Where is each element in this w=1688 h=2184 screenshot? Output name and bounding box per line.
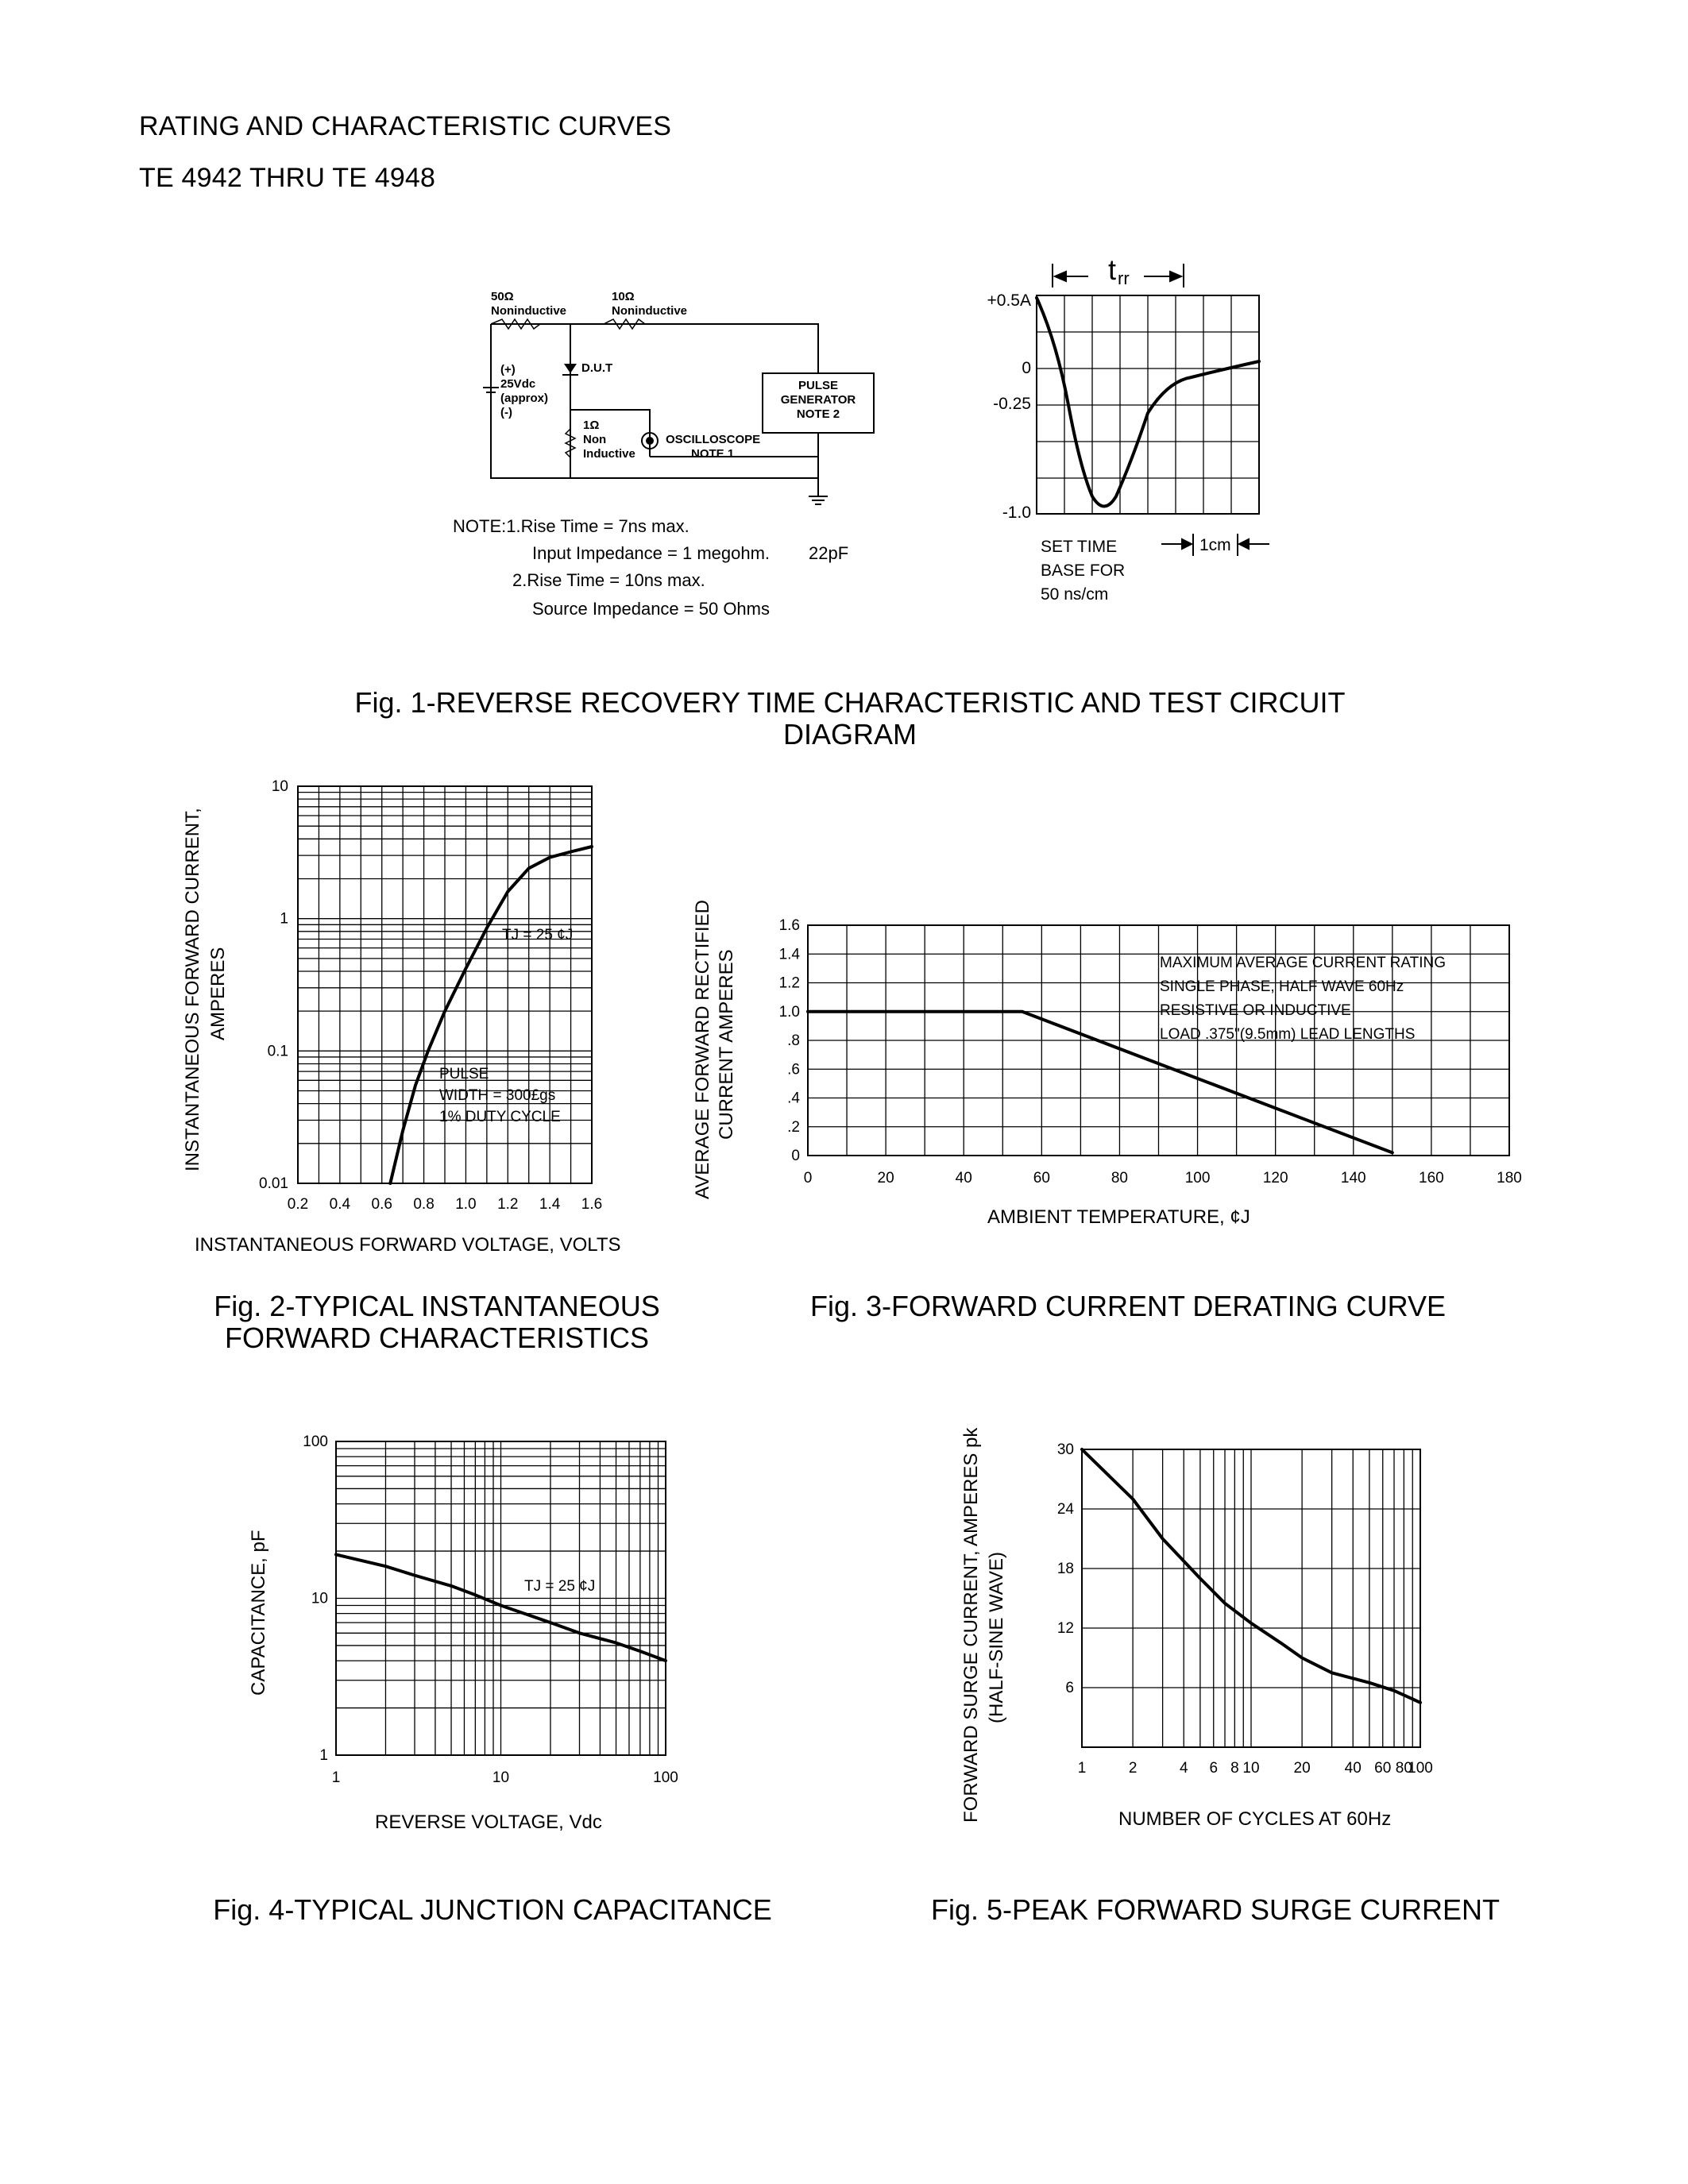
fig2-x-tick: 1.2 [497, 1196, 519, 1213]
fig4-x-tick: 1 [331, 1769, 341, 1786]
fig3-annotation-2: SINGLE PHASE, HALF WAVE 60Hz [1160, 978, 1404, 995]
fig5-x-tick: 20 [1293, 1760, 1311, 1777]
set-time-line2: BASE FOR [1041, 561, 1126, 580]
fig5-xlabel: NUMBER OF CYCLES AT 60Hz [1118, 1808, 1392, 1830]
fig3-annotation-1: MAXIMUM AVERAGE CURRENT RATING [1160, 955, 1446, 971]
fig2-x-tick: 1.6 [581, 1196, 603, 1213]
fig3-x-tick: 40 [955, 1170, 972, 1187]
r1-label: 1Ω [583, 419, 600, 432]
note-line1: NOTE:1.Rise Time = 7ns max. [453, 516, 689, 536]
note-line4: Source Impedance = 50 Ohms [532, 599, 770, 619]
set-time-line1: SET TIME [1041, 538, 1118, 556]
r50-label: 50Ω [491, 290, 514, 303]
fig3-y-tick: .2 [787, 1118, 800, 1136]
fig3-annotation-4: LOAD .375"(9.5mm) LEAD LENGTHS [1160, 1026, 1416, 1043]
note-line2b: 22pF [809, 543, 849, 563]
fig3-caption: Fig. 3-FORWARD CURRENT DERATING CURVE [809, 1290, 1447, 1322]
fig5-x-tick: 10 [1242, 1760, 1260, 1777]
fig3-x-tick: 80 [1111, 1170, 1129, 1187]
fig3-y-tick: 1.2 [778, 974, 800, 992]
fig5-y-tick: 12 [1056, 1620, 1074, 1637]
fig5-y-tick: 24 [1056, 1501, 1074, 1518]
fig2-y-tick: 10 [271, 778, 288, 795]
fig4-caption: Fig. 4-TYPICAL JUNCTION CAPACITANCE [213, 1893, 772, 1926]
pulse-gen-line2: GENERATOR [780, 393, 856, 407]
fig2-x-tick: 1.0 [455, 1196, 477, 1213]
fig2-x-tick: 0.4 [329, 1196, 351, 1213]
source-volts: 25Vdc [500, 377, 536, 391]
scope-y-zero: 0 [1022, 359, 1031, 377]
fig5-x-tick: 40 [1344, 1760, 1362, 1777]
fig3-y-tick: .6 [787, 1061, 800, 1078]
fig5-y-tick: 6 [1065, 1680, 1074, 1696]
fig1-caption: Fig. 1-REVERSE RECOVERY TIME CHARACTERISTIC AND TEST CIRCUIT DIAGRAM [354, 686, 1346, 751]
fig3-y-tick: 1.6 [778, 917, 800, 934]
fig2-xlabel: INSTANTANEOUS FORWARD VOLTAGE, VOLTS [195, 1234, 621, 1256]
cm-label: 1cm [1199, 536, 1231, 554]
fig5-x-tick: 100 [1408, 1760, 1433, 1777]
page-title: RATING AND CHARACTERISTIC CURVES [139, 111, 672, 141]
fig4-x-tick: 10 [492, 1769, 510, 1786]
fig5-x-tick: 60 [1374, 1760, 1392, 1777]
fig5-x-tick: 4 [1179, 1760, 1188, 1777]
dut-label: D.U.T [581, 361, 613, 375]
fig3-y-tick: .4 [787, 1090, 800, 1107]
fig2-y-tick: 0.01 [259, 1175, 288, 1192]
fig2-ylabel-1: INSTANTANEOUS FORWARD CURRENT, [182, 808, 203, 1171]
fig3-y-tick: 0 [791, 1148, 800, 1164]
fig3-x-tick: 60 [1033, 1170, 1050, 1187]
fig2-x-tick: 1.4 [539, 1196, 561, 1213]
r10-type: Noninductive [612, 304, 688, 318]
fig3-x-tick: 160 [1419, 1170, 1444, 1187]
scope-line1: OSCILLOSCOPE [666, 433, 761, 446]
fig3-ylabel-2: CURRENT AMPERES [716, 949, 737, 1140]
pulse-gen-line3: NOTE 2 [796, 407, 840, 421]
fig2-y-tick: 1 [280, 910, 288, 928]
fig3-x-tick: 20 [877, 1170, 894, 1187]
fig4-y-tick: 10 [311, 1590, 328, 1607]
fig2-annotation-tj: TJ = 25 ¢J [502, 927, 574, 943]
fig4-y-tick: 100 [303, 1433, 328, 1450]
trr-label: t [1108, 253, 1117, 286]
scope-y-minus1: -1.0 [1002, 504, 1031, 522]
fig2-annotation-pulse3: 1% DUTY CYCLE [439, 1109, 561, 1125]
fig4-y-tick: 1 [319, 1747, 328, 1764]
fig4-annotation-tj: TJ = 25 ¢J [524, 1578, 596, 1595]
fig5-caption: Fig. 5-PEAK FORWARD SURGE CURRENT [930, 1893, 1501, 1926]
r1-type2: Inductive [583, 447, 635, 461]
fig2-annotation-pulse2: WIDTH = 300£gs [439, 1087, 556, 1104]
fig3-x-tick: 0 [803, 1170, 813, 1187]
fig3-x-tick: 140 [1340, 1170, 1366, 1187]
source-minus: (-) [500, 406, 512, 419]
fig5-x-tick: 2 [1128, 1760, 1138, 1777]
source-plus: (+) [500, 363, 516, 376]
r1-type1: Non [583, 433, 607, 446]
fig3-x-tick: 120 [1262, 1170, 1288, 1187]
r10-label: 10Ω [612, 290, 635, 303]
fig2-ylabel-2: AMPERES [207, 947, 229, 1040]
fig5-y-tick: 30 [1056, 1441, 1074, 1458]
note-line3: 2.Rise Time = 10ns max. [512, 570, 705, 590]
r50-type: Noninductive [491, 304, 567, 318]
fig2-x-tick: 0.8 [413, 1196, 435, 1213]
fig5-ylabel-2: (HALF-SINE WAVE) [986, 1551, 1007, 1723]
fig4-xlabel: REVERSE VOLTAGE, Vdc [375, 1812, 602, 1833]
fig5-ylabel-1: FORWARD SURGE CURRENT, AMPERES pk [960, 1427, 982, 1823]
fig3-ylabel-1: AVERAGE FORWARD RECTIFIED [692, 900, 713, 1199]
fig2-x-tick: 0.2 [287, 1196, 309, 1213]
fig4-ylabel: CAPACITANCE, pF [248, 1530, 269, 1696]
fig2-y-tick: 0.1 [267, 1043, 288, 1060]
trr-subscript: rr [1118, 268, 1130, 288]
fig2-caption-text: Fig. 2-TYPICAL INSTANTANEOUS FORWARD CHARACTERISTICS [214, 1290, 660, 1354]
fig5-x-tick: 8 [1230, 1760, 1239, 1777]
scope-y-minus025: -0.25 [993, 395, 1031, 413]
fig4-x-tick: 100 [653, 1769, 678, 1786]
fig5-x-tick: 6 [1209, 1760, 1219, 1777]
fig3-y-tick: .8 [787, 1032, 800, 1049]
fig3-x-tick: 180 [1497, 1170, 1522, 1187]
fig3-y-tick: 1.4 [778, 946, 800, 963]
fig3-x-tick: 100 [1184, 1170, 1211, 1187]
scope-line2: NOTE 1 [691, 447, 735, 461]
set-time-line3: 50 ns/cm [1041, 585, 1109, 604]
part-range: TE 4942 THRU TE 4948 [139, 163, 436, 193]
fig3-y-tick: 1.0 [778, 1003, 800, 1021]
pulse-gen-line1: PULSE [798, 379, 839, 392]
note-line2: Input Impedance = 1 megohm. [532, 543, 771, 563]
scope-y-plus05: +0.5A [987, 291, 1031, 310]
source-approx: (approx) [500, 392, 548, 405]
fig3-annotation-3: RESISTIVE OR INDUCTIVE [1160, 1002, 1351, 1019]
fig3-xlabel: AMBIENT TEMPERATURE, ¢J [987, 1206, 1250, 1228]
fig2-annotation-pulse1: PULSE [439, 1066, 489, 1082]
fig5-x-tick: 80 [1395, 1760, 1412, 1777]
fig2-x-tick: 0.6 [371, 1196, 392, 1213]
fig5-x-tick: 1 [1077, 1760, 1087, 1777]
fig5-y-tick: 18 [1056, 1561, 1074, 1577]
